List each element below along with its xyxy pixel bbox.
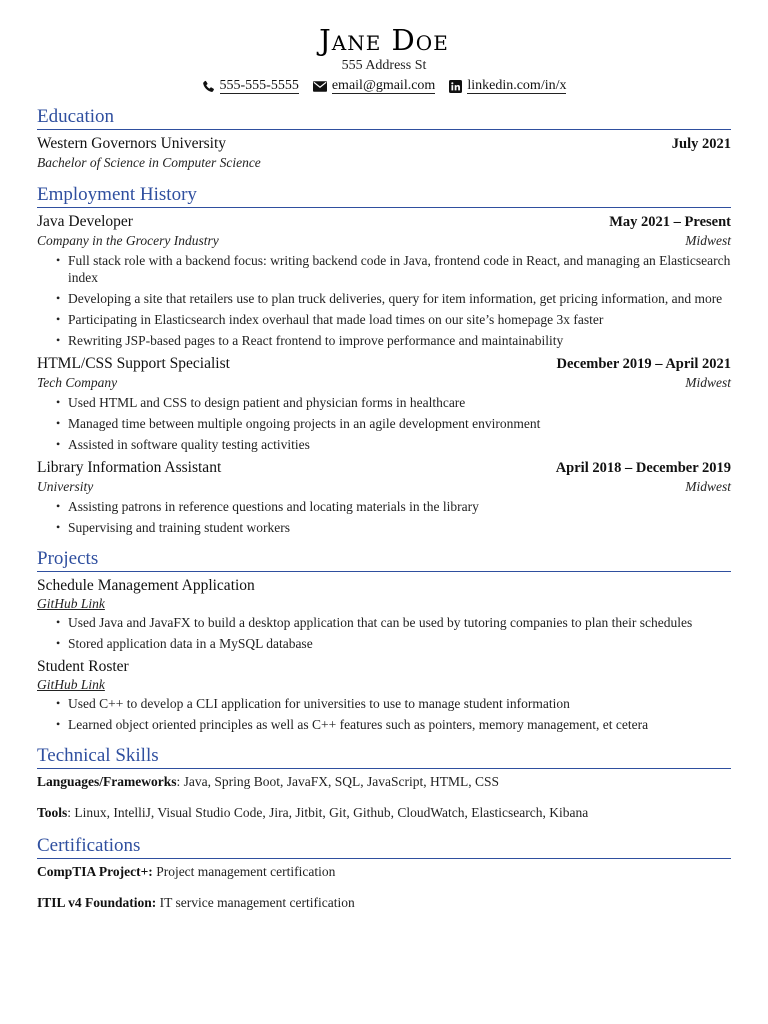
address: 555 Address St	[341, 58, 427, 73]
skill-value: : Java, Spring Boot, JavaFX, SQL, JavaScript, HTML, CSS	[176, 774, 499, 789]
company-name: University	[37, 479, 94, 494]
bullet-item: • Assisting patrons in reference questions and locating materials in the library	[68, 498, 731, 515]
skill-line	[37, 773, 731, 790]
section-title-certifications: Certifications	[37, 835, 731, 859]
bullet-item: • Developing a site that retailers use to plan truck deliveries, query for item information, get pricing information, and more	[68, 290, 731, 307]
bullet-item: • Stored application data in a MySQL database	[68, 635, 731, 652]
github-link[interactable]: GitHub Link	[37, 596, 105, 611]
certification-line	[37, 894, 731, 911]
linkedin-link[interactable]: linkedin.com/in/x	[467, 78, 567, 93]
certification-label: CompTIA Project+:	[37, 864, 153, 879]
skill-value: : Linux, IntelliJ, Visual Studio Code, Jira, Jitbit, Git, Github, CloudWatch, Elasticsearch, Kibana	[67, 805, 589, 820]
job-entry	[37, 354, 731, 453]
section-title-projects: Projects	[37, 548, 731, 572]
job-dates: December 2019 – April 2021	[556, 356, 731, 372]
skill-label: Tools	[37, 805, 68, 820]
job-location: Midwest	[685, 233, 731, 248]
contact-email	[313, 78, 435, 94]
bullet-item: • Used C++ to develop a CLI application for universities to use to manage student information	[68, 695, 731, 712]
graduation-date: July 2021	[671, 136, 731, 152]
job-bullets	[37, 252, 731, 349]
education-section	[37, 106, 731, 172]
bullet-item: • Used Java and JavaFX to build a desktop application that can be used by tutoring companies to plan their schedules	[68, 614, 731, 631]
bullet-item: • Learned object oriented principles as well as C++ features such as pointers, memory management, et cetera	[68, 716, 731, 733]
certification-value: IT service management certification	[156, 895, 355, 910]
school-name: Western Governors University	[37, 135, 227, 152]
project-entry	[37, 657, 731, 733]
candidate-name: Jane Doe	[319, 23, 449, 57]
bullet-item: • Used HTML and CSS to design patient and physician forms in healthcare	[68, 394, 731, 411]
bullet-item: • Full stack role with a backend focus: writing backend code in Java, frontend code in React, and managing an Elasticsearch index	[68, 252, 731, 286]
education-entry	[37, 134, 731, 172]
skill-label: Languages/Frameworks	[37, 774, 177, 789]
github-link[interactable]: GitHub Link	[37, 677, 105, 692]
section-title-education: Education	[37, 106, 731, 130]
certification-label: ITIL v4 Foundation:	[37, 895, 157, 910]
envelope-icon	[313, 81, 327, 92]
resume-header	[37, 22, 731, 94]
linkedin-icon	[449, 80, 462, 93]
phone-icon	[202, 80, 215, 93]
bullet-item: • Rewriting JSP-based pages to a React frontend to improve performance and maintainability	[68, 332, 731, 349]
contact-line	[37, 78, 731, 94]
contact-phone	[202, 78, 299, 94]
job-location: Midwest	[685, 479, 731, 494]
skills-section	[37, 745, 731, 821]
section-title-employment: Employment History	[37, 184, 731, 208]
job-dates: May 2021 – Present	[609, 214, 731, 230]
certification-value: Project management certification	[152, 864, 336, 879]
section-title-skills: Technical Skills	[37, 745, 731, 769]
email-link[interactable]: email@gmail.com	[331, 78, 436, 93]
skill-line	[37, 804, 731, 821]
company-name: Tech Company	[37, 375, 118, 390]
job-bullets	[37, 394, 731, 453]
bullet-item: • Supervising and training student workers	[68, 519, 731, 536]
phone-link[interactable]: 555-555-5555	[219, 78, 299, 93]
contact-linkedin	[449, 78, 566, 94]
job-bullets	[37, 498, 731, 536]
job-location: Midwest	[685, 375, 731, 390]
job-title: Library Information Assistant	[37, 459, 222, 476]
job-entry	[37, 458, 731, 536]
certifications-section	[37, 835, 731, 911]
bullet-item: • Assisted in software quality testing activities	[68, 436, 731, 453]
job-title: Java Developer	[37, 213, 133, 230]
job-entry	[37, 212, 731, 349]
job-dates: April 2018 – December 2019	[555, 460, 731, 476]
projects-section	[37, 548, 731, 733]
project-bullets	[37, 614, 731, 652]
project-name: Schedule Management Application	[37, 577, 255, 594]
company-name: Company in the Grocery Industry	[37, 233, 219, 248]
certification-line	[37, 863, 731, 880]
bullet-item: • Participating in Elasticsearch index overhaul that made load times on our site’s homepage 3x faster	[68, 311, 731, 328]
job-title: HTML/CSS Support Specialist	[37, 355, 230, 372]
bullet-item: • Managed time between multiple ongoing projects in an agile development environment	[68, 415, 731, 432]
project-entry	[37, 576, 731, 652]
project-name: Student Roster	[37, 658, 129, 675]
degree: Bachelor of Science in Computer Science	[37, 155, 261, 170]
employment-section	[37, 184, 731, 536]
project-bullets	[37, 695, 731, 733]
